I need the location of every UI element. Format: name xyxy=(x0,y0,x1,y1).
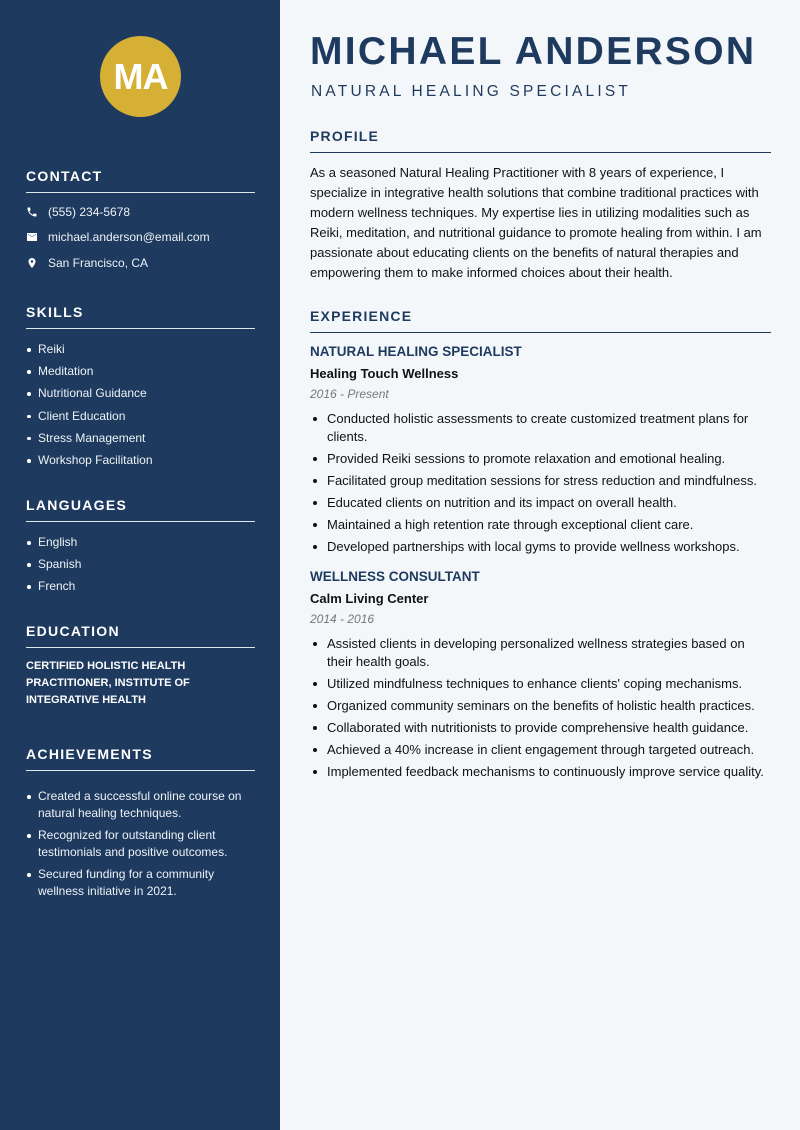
job-bullet: Provided Reiki sessions to promote relaxation and emotional healing. xyxy=(310,450,771,468)
job-company: Healing Touch Wellness xyxy=(310,366,459,381)
job-bullet: Collaborated with nutritionists to provide comprehensive health guidance. xyxy=(310,719,771,737)
achievement-item: Recognized for outstanding client testimonials and positive outcomes. xyxy=(26,827,255,861)
language-item: Spanish xyxy=(26,553,255,575)
contact-email xyxy=(26,225,255,251)
achievement-item: Secured funding for a community wellness initiative in 2021. xyxy=(26,866,255,900)
main-content xyxy=(280,0,800,1130)
phone-icon xyxy=(26,206,38,218)
experience-heading: EXPERIENCE xyxy=(310,308,771,333)
profile-text: As a seasoned Natural Healing Practitioner with 8 years of experience, I specialize in integrative health solutions that combine traditional practices with modern wellness techniques. My expertise lies in utilizing modalities such as Reiki, meditation, and nutritional guidance to promote healing from within. I am passionate about educating clients on the benefits of natural therapies and empowering them to make informed choices about their health. xyxy=(310,165,762,280)
job-bullet: Utilized mindfulness techniques to enhance clients' coping mechanisms. xyxy=(310,675,771,693)
education-section xyxy=(26,623,255,709)
skills-heading: SKILLS xyxy=(26,304,255,329)
sidebar xyxy=(0,0,280,1130)
achievements-heading: ACHIEVEMENTS xyxy=(26,746,255,771)
job-entry xyxy=(310,344,771,555)
job-bullet: Achieved a 40% increase in client engagement through targeted outreach. xyxy=(310,741,771,759)
language-item: French xyxy=(26,575,255,597)
location-text: San Francisco, CA xyxy=(48,255,149,270)
job-company: Calm Living Center xyxy=(310,591,429,606)
job-bullet: Educated clients on nutrition and its impact on overall health. xyxy=(310,494,771,512)
job-bullet: Implemented feedback mechanisms to continuously improve service quality. xyxy=(310,763,771,781)
contact-section xyxy=(26,168,255,276)
experience-section xyxy=(310,308,771,785)
skill-item: Client Education xyxy=(26,405,255,427)
job-bullet: Conducted holistic assessments to create customized treatment plans for clients. xyxy=(310,410,771,445)
job-role: WELLNESS CONSULTANT xyxy=(310,569,480,584)
job-bullet: Assisted clients in developing personalized wellness strategies based on their health goals. xyxy=(310,635,771,670)
job-bullet: Organized community seminars on the benefits of holistic health practices. xyxy=(310,697,771,715)
job-dates: 2014 - 2016 xyxy=(310,612,375,626)
profile-heading: PROFILE xyxy=(310,128,771,153)
achievement-item: Created a successful online course on natural healing techniques. xyxy=(26,788,255,822)
avatar: MA xyxy=(100,36,181,117)
skill-item: Meditation xyxy=(26,360,255,382)
email-icon xyxy=(26,231,38,243)
job-entry xyxy=(310,569,771,780)
job-role: NATURAL HEALING SPECIALIST xyxy=(310,344,522,359)
full-name: MICHAEL ANDERSON xyxy=(310,30,757,73)
job-bullet: Maintained a high retention rate through exceptional client care. xyxy=(310,516,771,534)
contact-heading: CONTACT xyxy=(26,168,255,193)
skill-item: Workshop Facilitation xyxy=(26,449,255,471)
location-pin-icon xyxy=(26,257,38,269)
languages-section xyxy=(26,497,255,598)
education-entry: CERTIFIED HOLISTIC HEALTH PRACTITIONER, INSTITUTE OF INTEGRATIVE HEALTH xyxy=(26,660,190,706)
profile-section xyxy=(310,128,771,283)
skills-section xyxy=(26,304,255,471)
achievements-section xyxy=(26,746,255,905)
job-bullet: Facilitated group meditation sessions for stress reduction and mindfulness. xyxy=(310,472,771,490)
skill-item: Reiki xyxy=(26,338,255,360)
language-item: English xyxy=(26,531,255,553)
skill-item: Stress Management xyxy=(26,427,255,449)
languages-heading: LANGUAGES xyxy=(26,497,255,522)
job-title: NATURAL HEALING SPECIALIST xyxy=(311,83,632,100)
job-dates: 2016 - Present xyxy=(310,387,389,401)
education-heading: EDUCATION xyxy=(26,623,255,648)
phone-text: (555) 234-5678 xyxy=(48,204,131,219)
contact-location xyxy=(26,250,255,276)
job-bullet: Developed partnerships with local gyms to provide wellness workshops. xyxy=(310,538,771,556)
email-text: michael.anderson@email.com xyxy=(48,230,210,245)
contact-phone xyxy=(26,199,255,225)
skill-item: Nutritional Guidance xyxy=(26,382,255,404)
